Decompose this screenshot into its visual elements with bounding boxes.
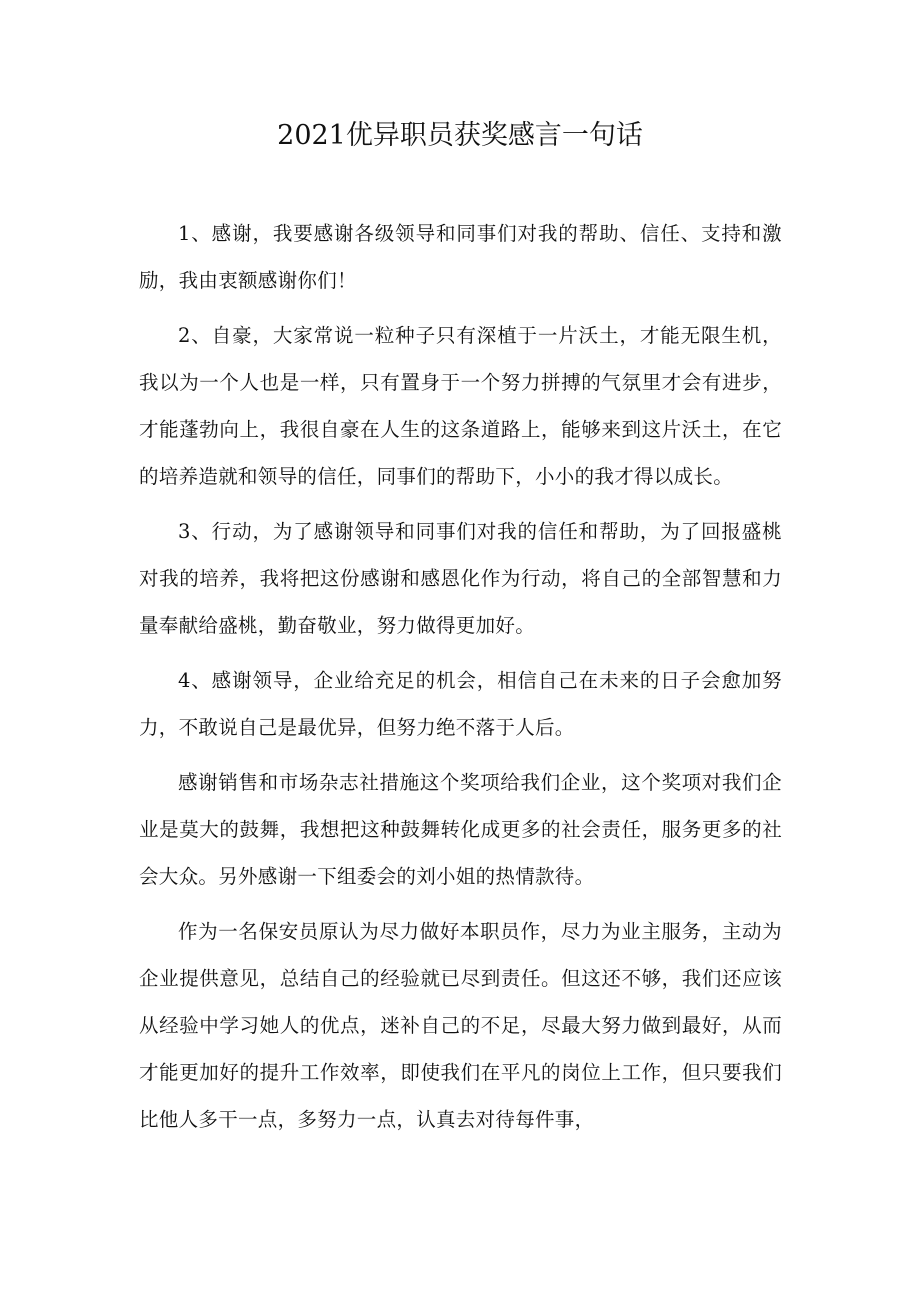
- page-title: 2021优异职员获奖感言一句话: [277, 120, 643, 151]
- paragraph-5: 感谢销售和市场杂志社措施这个奖项给我们企业，这个奖项对我们企业是莫大的鼓舞，我想把这种鼓舞转化成更多的社会责任，服务更多的社会大众。另外感谢一下组委会的刘小姐的热情款待。: [139, 771, 782, 888]
- paragraph-6: 作为一名保安员原认为尽力做好本职员作，尽力为业主服务，主动为企业提供意见，总结自己的经验就已尽到责任。但这还不够，我们还应该从经验中学习她人的优点，迷补自己的不足，尽最大努力做到最好，从而才能更加好的提升工作效率，即使我们在平凡的岗位上工作，但只要我们比他人多干一点，多努力一点，认真去对待每件事，: [139, 920, 782, 1131]
- paragraph-2: 2、自豪，大家常说一粒种子只有深植于一片沃土，才能无限生机，我以为一个人也是一样，只有置身于一个努力拼搏的气氛里才会有进步，才能蓬勃向上，我很自豪在人生的这条道路上，能够来到这片沃土，在它的培养造就和领导的信任，同事们的帮助下，小小的我才得以成长。: [139, 324, 782, 488]
- document-body: [139, 210, 782, 1151]
- paragraph-1: 1、感谢，我要感谢各级领导和同事们对我的帮助、信任、支持和激励，我由衷额感谢你们！: [139, 222, 782, 292]
- paragraph-3: 3、行动，为了感谢领导和同事们对我的信任和帮助，为了回报盛桃对我的培养，我将把这份感谢和感恩化作为行动，将自己的全部智慧和力量奉献给盛桃，勤奋敬业，努力做得更加好。: [139, 520, 782, 637]
- paragraph-4: 4、感谢领导，企业给充足的机会，相信自己在未来的日子会愈加努力，不敢说自己是最优异，但努力绝不落于人后。: [139, 669, 782, 739]
